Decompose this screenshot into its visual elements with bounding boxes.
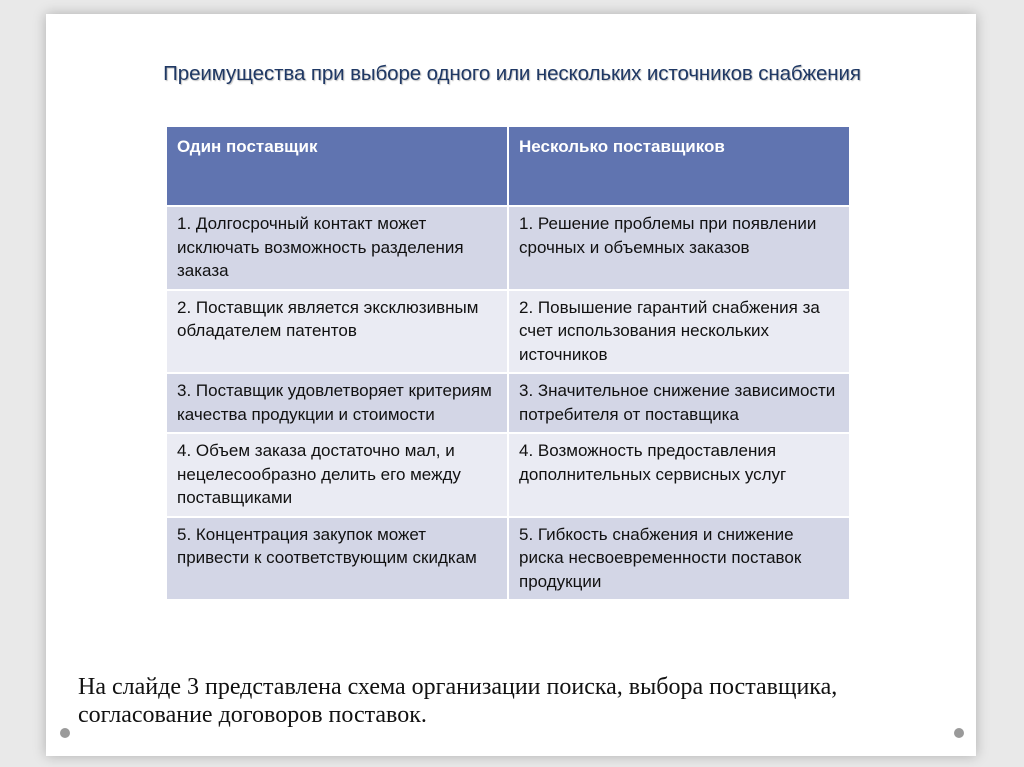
table-cell: 2. Поставщик является эксклюзивным обладателем патентов: [166, 290, 508, 374]
table-row: [166, 517, 850, 601]
table-cell: 1. Долгосрочный контакт может исключать возможность разделения заказа: [166, 206, 508, 290]
table-cell: 5. Гибкость снабжения и снижение риска несвоевременности поставок продукции: [508, 517, 850, 601]
table-cell: 1. Решение проблемы при появлении срочных и объемных заказов: [508, 206, 850, 290]
comparison-table: [165, 125, 851, 601]
table-cell: 2. Повышение гарантий снабжения за счет использования нескольких источников: [508, 290, 850, 374]
table-cell: 5. Концентрация закупок может привести к соответствующим скидкам: [166, 517, 508, 601]
table-row: [166, 433, 850, 517]
table-cell: 4. Объем заказа достаточно мал, и нецелесообразно делить его между поставщиками: [166, 433, 508, 517]
table-row: [166, 290, 850, 374]
table-cell: 3. Значительное снижение зависимости потребителя от поставщика: [508, 373, 850, 433]
table-cell: 3. Поставщик удовлетворяет критериям качества продукции и стоимости: [166, 373, 508, 433]
slide-title: Преимущества при выборе одного или нескольких источников снабжения: [163, 62, 861, 85]
bullet-dot-icon: [60, 728, 70, 738]
header-multiple-suppliers: Несколько поставщиков: [508, 126, 850, 206]
header-single-supplier: Один поставщик: [166, 126, 508, 206]
table-row: [166, 373, 850, 433]
bullet-dot-icon: [954, 728, 964, 738]
table-cell: 4. Возможность предоставления дополнительных сервисных услуг: [508, 433, 850, 517]
table-header-row: [166, 126, 850, 206]
slide-footer-text: На слайде 3 представлена схема организации поиска, выбора поставщика, согласование договоров поставок.: [78, 674, 838, 728]
table-row: [166, 206, 850, 290]
